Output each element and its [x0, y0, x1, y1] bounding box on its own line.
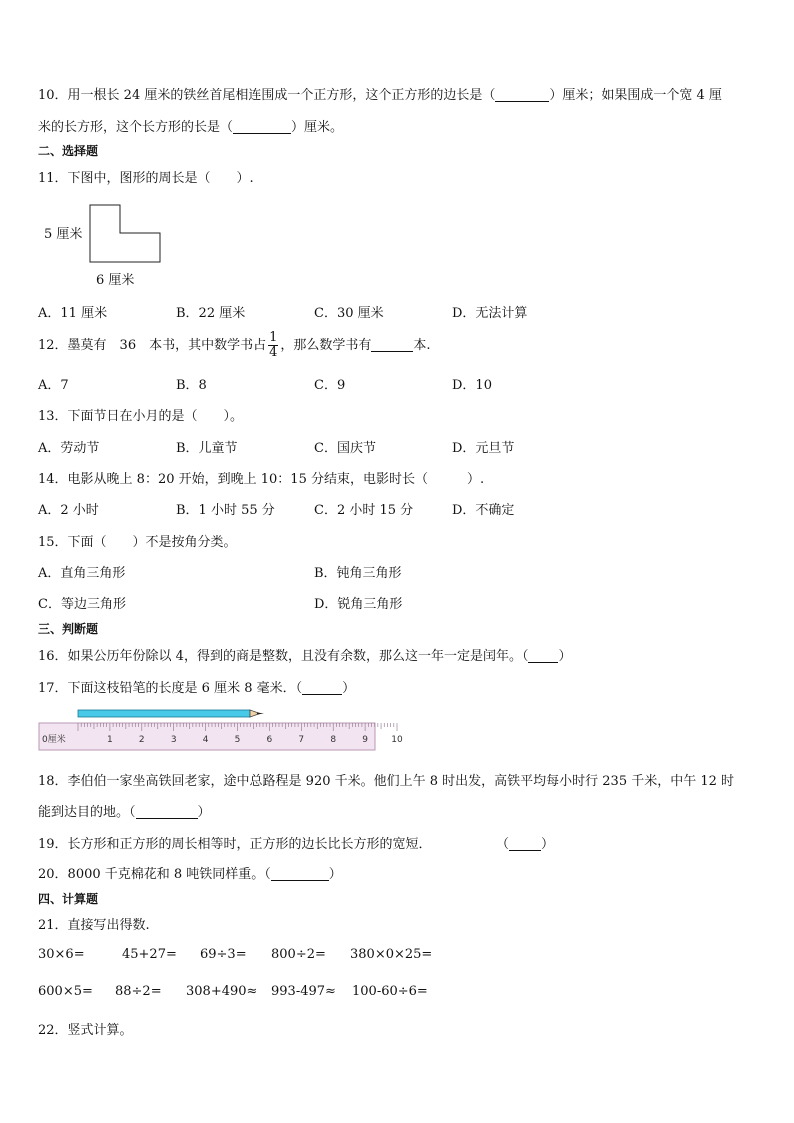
- option-c[interactable]: C．9: [314, 378, 346, 393]
- q16-close: ）: [558, 649, 572, 664]
- q10-text-a: 10．用一根长 24 厘米的铁丝首尾相连围成一个正方形，这个正方形的边长是（: [38, 88, 496, 103]
- fraction-one-quarter: [268, 331, 278, 360]
- section-heading-choice: 二、选择题: [38, 144, 99, 158]
- section-heading-judgement: 三、判断题: [38, 622, 99, 636]
- question-20-stem: [38, 863, 342, 882]
- option-a[interactable]: A．2 小时: [38, 503, 99, 518]
- option-b[interactable]: B．儿童节: [176, 441, 238, 456]
- question-19-stem: [38, 833, 432, 852]
- question-10-line-1: [38, 84, 722, 103]
- answer-blank[interactable]: [136, 804, 198, 819]
- question-17-stem: [38, 677, 355, 696]
- fraction-denominator: 4: [269, 345, 278, 360]
- ruler-number: 10: [391, 735, 403, 745]
- ruler-number: 1: [107, 735, 113, 745]
- ruler-number: 8: [330, 735, 337, 745]
- question-19-answer: [496, 833, 554, 852]
- answer-blank[interactable]: [271, 866, 329, 881]
- ruler-number: 3: [170, 735, 177, 745]
- option-d[interactable]: D．无法计算: [452, 306, 528, 321]
- option-c[interactable]: C．30 厘米: [314, 306, 384, 321]
- ruler-number: 7: [298, 735, 305, 745]
- pencil-body: [78, 710, 250, 717]
- option-d[interactable]: D．不确定: [452, 503, 515, 518]
- question-10-line-2: [38, 116, 343, 135]
- calc-item: 45+27=: [122, 947, 177, 962]
- q19-text: 19．长方形和正方形的周长相等时，正方形的边长比长方形的宽短．: [38, 837, 432, 852]
- calc-item: 380×0×25=: [350, 947, 433, 962]
- question-11-stem: 11．下图中，图形的周长是（ ）.: [38, 171, 254, 186]
- option-a[interactable]: A．劳动节: [38, 441, 100, 456]
- pencil-on-ruler-figure: [38, 705, 403, 753]
- l-shape-outline: [90, 205, 160, 262]
- fraction-numerator: 1: [269, 330, 278, 345]
- q20-close: ）: [328, 867, 342, 882]
- option-d[interactable]: D．10: [452, 378, 492, 393]
- question-14-stem: 14．电影从晚上 8：20 开始，到晚上 10：15 分结束，电影时长（ ）.: [38, 472, 485, 487]
- option-b[interactable]: B．8: [176, 378, 207, 393]
- calc-item: 30×6=: [38, 947, 85, 962]
- q19-close: ）: [541, 837, 555, 852]
- ruler-number: 6: [266, 735, 273, 745]
- calc-item: 88÷2=: [115, 984, 162, 999]
- q18-close: ）: [197, 805, 211, 820]
- q19-open: （: [496, 837, 510, 852]
- answer-blank[interactable]: [371, 337, 413, 352]
- q10-text-d: ）厘米。: [291, 120, 344, 135]
- calc-item: 600×5=: [38, 984, 93, 999]
- answer-blank[interactable]: [302, 680, 342, 695]
- option-b[interactable]: B．22 厘米: [176, 306, 246, 321]
- q16-text: 16．如果公历年份除以 4，得到的商是整数，且没有余数，那么这一年一定是闰年。（: [38, 649, 529, 664]
- option-c[interactable]: C．等边三角形: [38, 597, 126, 612]
- q17-close: ）: [342, 681, 356, 696]
- ruler-number: 4: [202, 735, 209, 745]
- q10-text-c: 米的长方形，这个长方形的长是（: [38, 120, 234, 135]
- question-22-stem: 22．竖式计算。: [38, 1023, 133, 1038]
- calc-item: 308+490≈: [186, 984, 258, 999]
- question-16-stem: [38, 645, 571, 664]
- option-a[interactable]: A．11 厘米: [38, 306, 108, 321]
- option-d[interactable]: D．锐角三角形: [314, 597, 403, 612]
- calc-item: 69÷3=: [200, 947, 247, 962]
- answer-blank[interactable]: [233, 119, 291, 134]
- ruler-number: 9: [362, 735, 368, 745]
- section-heading-calculation: 四、计算题: [38, 892, 99, 906]
- ruler-number: 2: [138, 735, 145, 745]
- q12-text-b: ，那么数学书有: [280, 338, 372, 353]
- question-12-stem: [38, 331, 431, 360]
- question-13-stem: 13．下面节日在小月的是（ ）。: [38, 409, 244, 424]
- ruler-unit-label: 0厘米: [42, 735, 66, 745]
- option-a[interactable]: A．直角三角形: [38, 566, 126, 581]
- q12-text-c: 本.: [413, 338, 431, 353]
- option-c[interactable]: C．国庆节: [314, 441, 376, 456]
- answer-blank[interactable]: [495, 87, 549, 102]
- figure-label-height: 5 厘米: [44, 227, 83, 242]
- calc-item: 800÷2=: [271, 947, 326, 962]
- q17-text: 17．下面这枝铅笔的长度是 6 厘米 8 毫米．（: [38, 681, 303, 696]
- pencil: [78, 710, 264, 717]
- question-15-stem: 15．下面（ ）不是按角分类。: [38, 535, 237, 550]
- option-b[interactable]: B．钝角三角形: [314, 566, 402, 581]
- option-b[interactable]: B．1 小时 55 分: [176, 503, 275, 518]
- answer-blank[interactable]: [528, 648, 558, 663]
- ruler-number: 5: [234, 735, 241, 745]
- calc-item: 993-497≈: [271, 984, 336, 999]
- answer-blank[interactable]: [509, 836, 541, 851]
- q10-text-b: ）厘米；如果围成一个宽 4 厘: [549, 88, 722, 103]
- option-c[interactable]: C．2 小时 15 分: [314, 503, 414, 518]
- question-18-line-1: 18．李伯伯一家坐高铁回老家，途中总路程是 920 千米。他们上午 8 时出发，高铁平均每小时行 235 千米，中午 12 时: [38, 774, 735, 789]
- q20-text: 20．8000 千克棉花和 8 吨铁同样重。（: [38, 867, 271, 882]
- option-d[interactable]: D．元旦节: [452, 441, 515, 456]
- q18-text: 能到达目的地。（: [38, 805, 136, 820]
- question-18-line-2: [38, 801, 211, 820]
- figure-label-width: 6 厘米: [96, 273, 135, 288]
- calc-item: 100-60÷6=: [352, 984, 428, 999]
- option-a[interactable]: A．7: [38, 378, 69, 393]
- pencil-lead: [257, 713, 264, 715]
- q12-text-a: 12．墨莫有 36 本书，其中数学书占: [38, 338, 267, 353]
- question-21-stem: 21．直接写出得数.: [38, 918, 150, 933]
